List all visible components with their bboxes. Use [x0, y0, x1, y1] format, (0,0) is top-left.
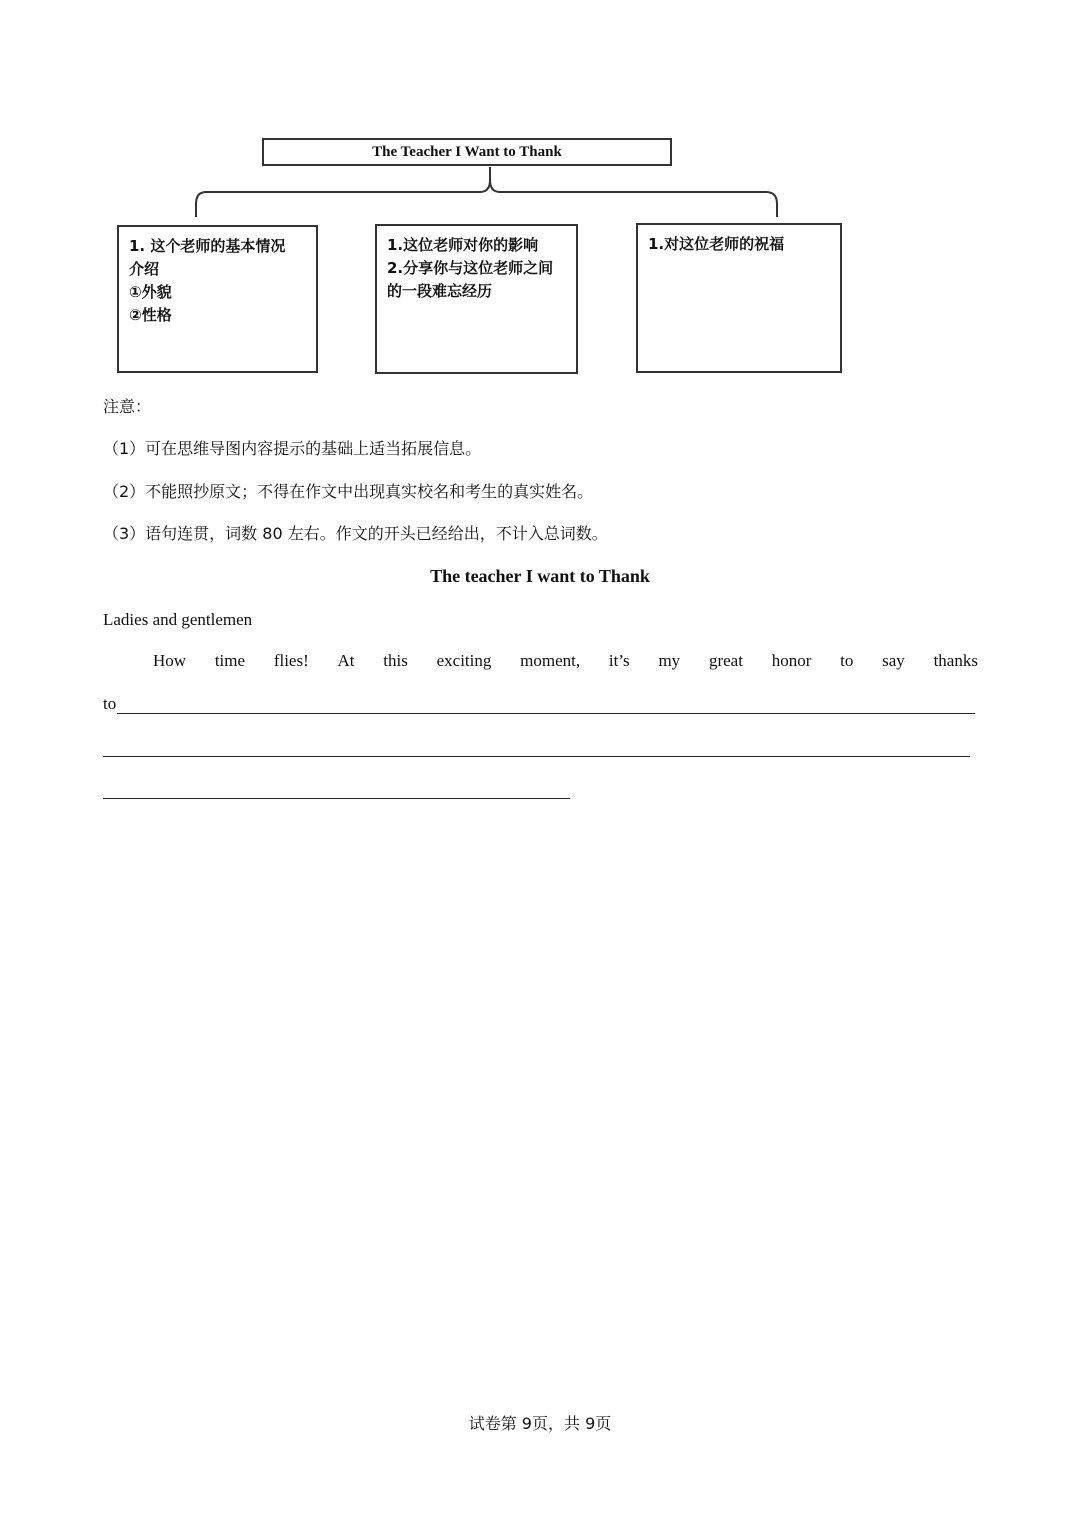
box-line: ①外貌 [129, 283, 172, 301]
opening-word: At [337, 651, 355, 670]
mind-map-box-wishes [636, 223, 842, 373]
box-line: ②性格 [129, 306, 172, 324]
continuation-word: to [103, 694, 117, 713]
box-line: 1.对这位老师的祝福 [648, 235, 785, 253]
box-line: 1.这位老师对你的影响 [387, 236, 539, 254]
box-line: 介绍 [129, 260, 160, 278]
opening-word: to [840, 651, 854, 670]
answer-line-3[interactable] [103, 798, 570, 799]
opening-word: flies! [273, 651, 309, 670]
box-line: 的一段难忘经历 [387, 282, 493, 300]
answer-line-1[interactable] [103, 694, 975, 714]
box-line: 2.分享你与这位老师之间 [387, 259, 554, 277]
mind-map-box-basic-info [117, 225, 318, 373]
answer-line-2[interactable] [103, 756, 970, 757]
opening-word: thanks [933, 651, 978, 670]
note-item: （1）可在思维导图内容提示的基础上适当拓展信息。 [103, 439, 482, 458]
note-item: （2）不能照抄原文；不得在作文中出现真实校名和考生的真实姓名。 [103, 482, 594, 501]
opening-word: it’s [608, 651, 630, 670]
mind-map [0, 0, 1080, 390]
opening-word: honor [771, 651, 812, 670]
opening-word: moment, [520, 651, 581, 670]
page-footer: 试卷第 9页，共 9页 [468, 1414, 612, 1433]
box-line: 1. 这个老师的基本情况 [129, 237, 286, 255]
notes-heading: 注意： [103, 397, 152, 416]
mind-map-box-influence [375, 224, 578, 374]
opening-word: time [214, 651, 246, 670]
note-item: （3）语句连贯，词数 80 左右。作文的开头已经给出，不计入总词数。 [103, 524, 608, 543]
essay-greeting: Ladies and gentlemen [103, 610, 253, 629]
opening-word: great [708, 651, 743, 670]
blank-rule [117, 695, 975, 714]
essay-opening-line [153, 651, 978, 671]
essay-title: The teacher I want to Thank [430, 566, 650, 586]
opening-word: How [153, 651, 187, 670]
opening-word: say [882, 651, 905, 670]
mind-map-title: The Teacher I Want to Thank [262, 138, 672, 166]
opening-word: this [383, 651, 408, 670]
opening-word: my [658, 651, 681, 670]
opening-word: exciting [436, 651, 492, 670]
